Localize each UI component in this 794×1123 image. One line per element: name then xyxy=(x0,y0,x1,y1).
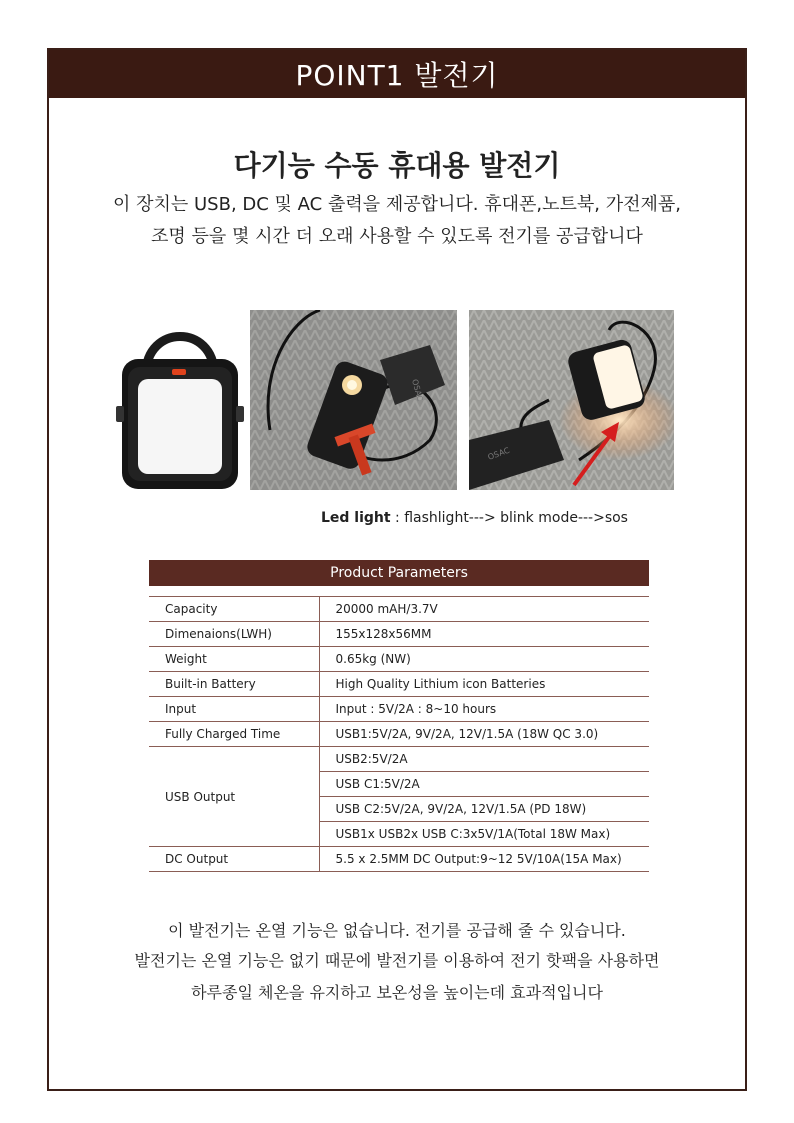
led-caption-text: : flashlight---> blink mode--->sos xyxy=(390,510,628,526)
param-value: USB1x USB2x USB C:3x5V/1A(Total 18W Max) xyxy=(319,822,649,847)
footer-line-3: 하루종일 체온을 유지하고 보온성을 높이는데 효과적입니다 xyxy=(191,983,603,1002)
param-value: 0.65kg (NW) xyxy=(319,647,649,672)
param-value: USB1:5V/2A, 9V/2A, 12V/1.5A (18W QC 3.0) xyxy=(319,722,649,747)
table-header: Product Parameters xyxy=(149,560,649,586)
param-name: Built-in Battery xyxy=(149,672,319,697)
parameters-table xyxy=(149,560,649,872)
table-row xyxy=(149,722,649,747)
footer-line-1: 이 발전기는 온열 기능은 없습니다. 전기를 공급해 줄 수 있습니다. xyxy=(168,921,626,940)
table-row xyxy=(149,697,649,722)
param-name: Input xyxy=(149,697,319,722)
section-title: POINT1 발전기 xyxy=(295,59,499,92)
flashlight-photo xyxy=(250,310,457,490)
description-line-2: 조명 등을 몇 시간 더 오래 사용할 수 있도록 전기를 공급합니다 xyxy=(151,226,643,247)
content-frame xyxy=(47,48,747,1091)
product-photo xyxy=(116,304,244,494)
pouch-label: OSAC xyxy=(410,378,425,403)
param-name: Fully Charged Time xyxy=(149,722,319,747)
led-caption xyxy=(321,510,628,526)
param-value: 20000 mAH/3.7V xyxy=(319,597,649,622)
param-name: DC Output xyxy=(149,847,319,872)
param-value: 155x128x56MM xyxy=(319,622,649,647)
param-name: Capacity xyxy=(149,597,319,622)
param-value: 5.5 x 2.5MM DC Output:9~12 5V/10A(15A Max) xyxy=(319,847,649,872)
table-row xyxy=(149,747,649,772)
table-row xyxy=(149,622,649,647)
description-line-1: 이 장치는 USB, DC 및 AC 출력을 제공합니다. 휴대폰,노트북, 가전제품, xyxy=(113,194,681,215)
section-header xyxy=(49,50,745,98)
param-value: USB C2:5V/2A, 9V/2A, 12V/1.5A (PD 18W) xyxy=(319,797,649,822)
param-name: Weight xyxy=(149,647,319,672)
table-row xyxy=(149,647,649,672)
param-name: USB Output xyxy=(149,747,319,847)
led-caption-label: Led light xyxy=(321,510,391,526)
lantern-photo xyxy=(469,310,674,490)
param-name: Dimenaions(LWH) xyxy=(149,622,319,647)
footer-line-2: 발전기는 온열 기능은 없기 때문에 발전기를 이용하여 전기 핫팩을 사용하면 xyxy=(134,951,660,970)
product-title: 다기능 수동 휴대용 발전기 xyxy=(233,149,561,182)
table-row xyxy=(149,847,649,872)
pouch-label-2: OSAC xyxy=(486,445,511,462)
table-row xyxy=(149,597,649,622)
param-value: USB2:5V/2A xyxy=(319,747,649,772)
param-value: High Quality Lithium icon Batteries xyxy=(319,672,649,697)
param-value: USB C1:5V/2A xyxy=(319,772,649,797)
table-row xyxy=(149,672,649,697)
param-value: Input : 5V/2A : 8~10 hours xyxy=(319,697,649,722)
